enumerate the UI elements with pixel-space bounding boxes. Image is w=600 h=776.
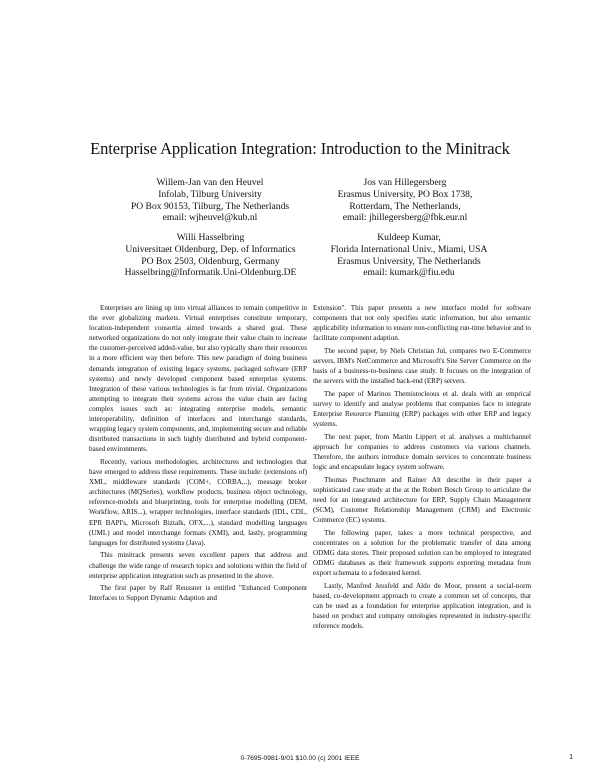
author-name: Jos van Hillegersberg xyxy=(363,177,447,188)
author-block-heuvel xyxy=(130,177,290,224)
body-paragraph: The first paper by Ralf Reussner is entitled "Enhanced Component Interfaces to Support Dynamic Adaption and xyxy=(89,584,307,603)
author-email: email: wjheuvel@kub.nl xyxy=(162,212,258,224)
author-name: Kuldeep Kumar, xyxy=(377,232,441,243)
author-affiliation: Erasmus University, PO Box 1738, xyxy=(337,188,473,200)
body-paragraph: The next paper, from Martin Lippert et al. analyses a multichannel approach for companies to address customers via various channels. Therefore, the authors introduce domain services to concentrate business logic and encapsulate legacy system software. xyxy=(313,432,531,472)
body-paragraph: The paper of Marinos Themistocleous et al. deals with an emprical survey to identify and analyse problems that companies face to integrate Enterprise Resource Planning (ERP) packages with other ERP and legacy systems. xyxy=(313,389,531,429)
author-block-kumar xyxy=(314,232,504,279)
author-address: Erasmus University, The Netherlands xyxy=(337,255,481,267)
author-affiliation: Infolab, Tilburg University xyxy=(158,188,262,200)
author-affiliation: Florida International Univ., Miami, USA xyxy=(330,243,488,255)
body-column-right xyxy=(313,303,531,634)
author-block-hasselbring xyxy=(118,232,303,279)
body-paragraph: Extension". This paper presents a new interface model for software components that not only specifies static information, but also semantic applicability information to ensure non-conflicting run-time behavior and to facilitate component adaption. xyxy=(313,304,531,343)
author-address: PO Box 90153, Tilburg, The Netherlands xyxy=(130,200,290,212)
body-paragraph: Enterprises are lining up into virtual alliances to remain competitive in the ever globalizing markets. Virtual enterprises constitute temporary, location-independent consortia aimed towards a shared goal. These networked organizations do not only integrate their value chain to increase the customer-perceived added-value, but also typically share their resources in a more efficient way then before. This new paradigm of doing business demands integration of existing legacy systems, packaged software (ERP systems) and newly developed component based enterprise systems. Integration of these various technologies is far from trivial. Organizations attempting to integrate their systems across the value chain are facing complex issues such as: integrating enterprise models, semantic interoperability, definition of interfaces and interchange standards, wrapping legacy system components, and, implementing secure and reliable distributed transactions in such highly distributed and hybrid component-based environments. xyxy=(89,304,307,454)
author-email: Hasselbring@Informatik.Uni-Oldenburg.DE xyxy=(124,267,297,279)
body-paragraph: The following paper, takes a more technical perspective, and concentrates on a solution for the problematic transfer of data among ODMG data stores. Their proposed solution can be employed to integrated ODMG databases as their framework supports exporting metadata from export schemata to a federated kernel. xyxy=(313,528,531,578)
body-paragraph: The second paper, by Niels Christian Jul, compares two E-Commerce servers, IBM's NetCommerce and Microsoft's Site Server Commerce on the basis of a business-to-business case study. It focuses on the integration of the servers with the installed back-end (ERP) servers. xyxy=(313,346,531,386)
body-paragraph: This minitrack presents seven excellent papers that address and challenge the wide range of research topics and solutions within the field of enterprise application integration such as presented in the above. xyxy=(89,551,307,580)
body-column-left xyxy=(89,303,307,606)
author-name: Willem-Jan van den Heuvel xyxy=(156,177,264,188)
body-paragraph: Lastly, Manfred Jeusfeld and Aldo de Moor, present a social-norm based, co-development approach to create a common set of concepts, that can be used as a foundation for enterprise application integration, and is based on product and company ontologies represented in industry-specific reference models. xyxy=(313,582,531,631)
paper-title: Enterprise Application Integration: Introduction to the Minitrack xyxy=(90,139,510,158)
page-number: 1 xyxy=(569,754,573,761)
author-address: PO Box 2503, Oldenburg, Germany xyxy=(141,255,280,267)
copyright-footer: 0-7695-0981-9/01 $10.00 (c) 2001 IEEE xyxy=(240,755,360,762)
body-paragraph: Recently, various methodologies, architectures and technologies that have emerged to address these requirements. These include: (extensions of) XML, middleware standards (COM+, CORBA,..), message broker architectures (MQSeries), workflow products, business object technology, reference-models and blueprinting, tools for enterprise modelling (DEM, Workflow, ARIS...), wrapper technologies, interface standards (IDL, CDL, EPR BAPI's, Microsoft Biztalk, OFX,...), standard modelling languages (UML) and model interchange formats (XMI), and, lastly, programming languages for distributed systems (Java). xyxy=(89,458,307,547)
author-block-hillegersberg xyxy=(320,177,490,224)
author-affiliation: Universitaet Oldenburg, Dep. of Informatics xyxy=(125,243,296,255)
body-paragraph: Thomas Puschmann and Rainer Alt describe in their paper a sophisticated case study at the at the Robert Bosch Group to articulate the need for an integrated architecture for ERP, Supply Chain Management (SCM), Customer Relationship Management (CRM) and Electronic Commerce (EC) systems. xyxy=(313,475,531,525)
author-name: Willi Hasselbring xyxy=(176,232,245,243)
author-email: email: jhillegersberg@fbk.eur.nl xyxy=(342,212,468,224)
author-email: email: kumark@fiu.edu xyxy=(363,267,455,279)
author-address: Rotterdam, The Netherlands, xyxy=(349,200,461,212)
